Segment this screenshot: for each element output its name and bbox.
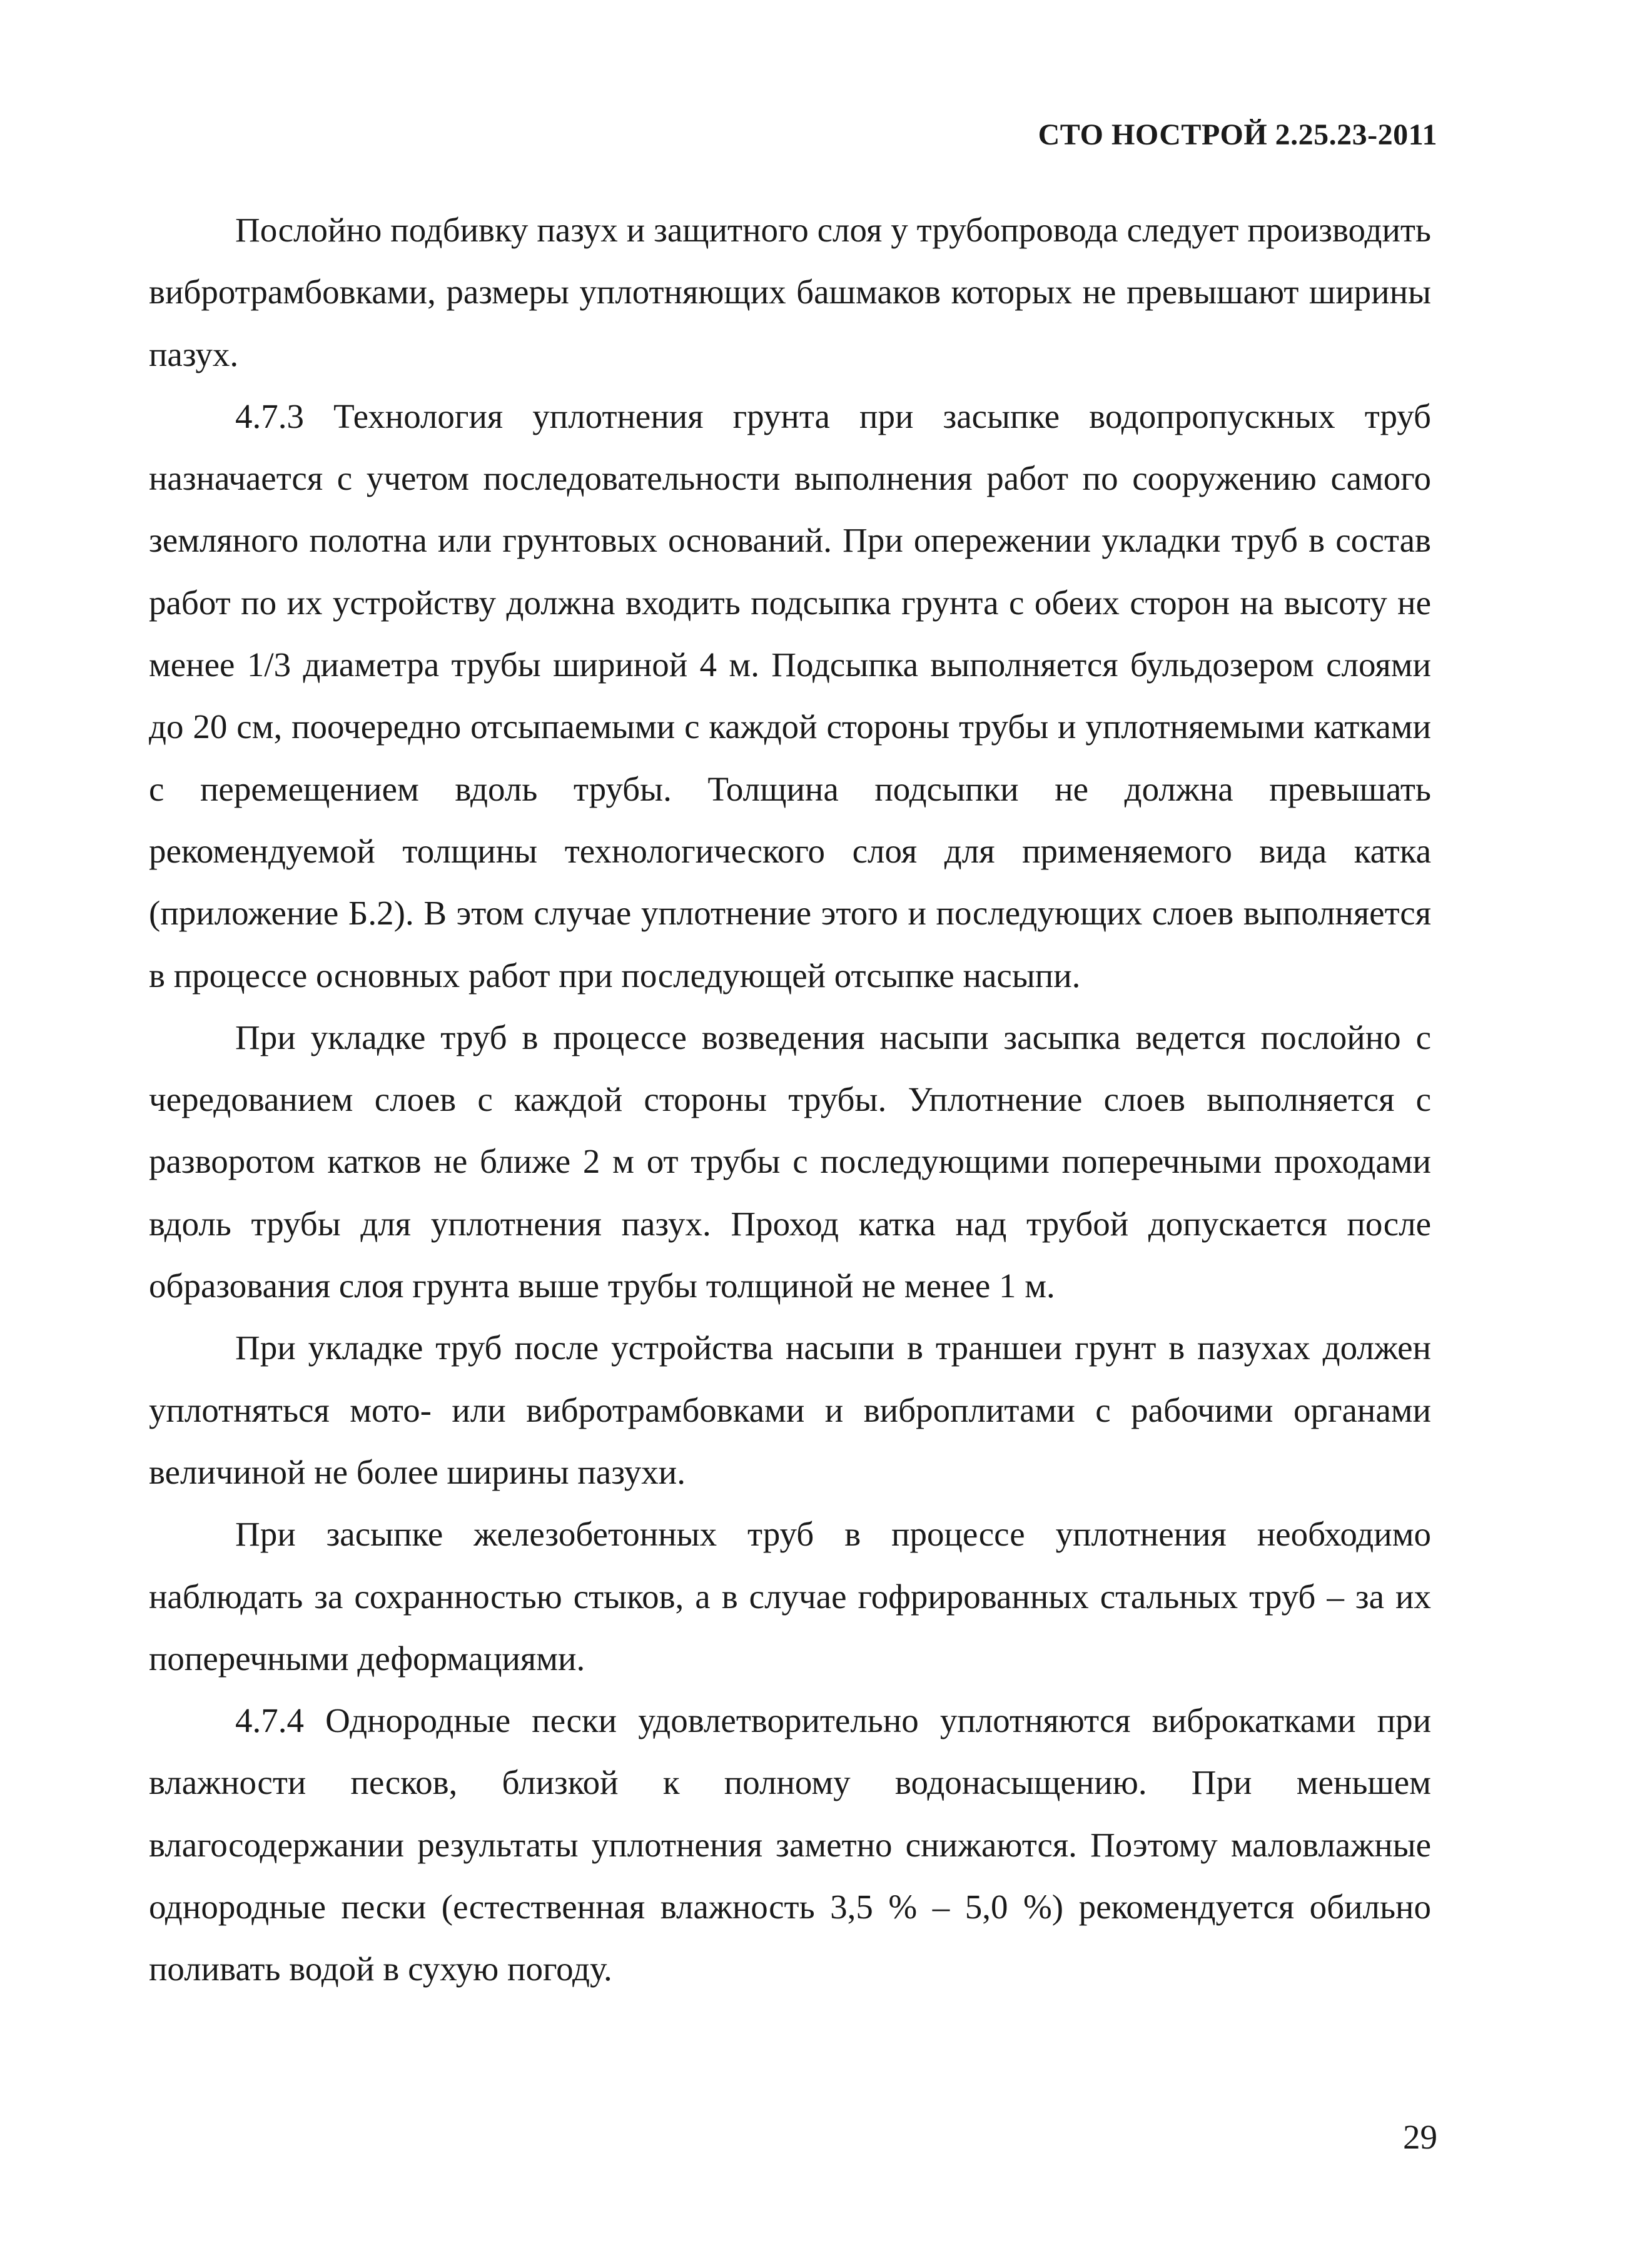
paragraph-concrete-pipes: При засыпке железобетонных труб в процессе уплотнения необходимо наблюдать за сохранностью стыков, а в случае гофрированных стальных труб – за их поперечными деформациями.	[149, 1515, 1431, 1678]
paragraph-trench-laying: При укладке труб после устройства насыпи в траншеи грунт в пазухах должен уплотняться мото- или вибротрамбовками и виброплитами с рабочими органами величиной не более ширины пазухи.	[149, 1329, 1431, 1491]
paragraph-tamping: Послойно подбивку пазух и защитного слоя у трубопровода следует производить вибротрамбовками, размеры уплотняющих башмаков которых не превышают ширины пазух.	[149, 211, 1431, 373]
body-text	[149, 199, 1431, 2000]
paragraph-4-7-3: 4.7.3 Технология уплотнения грунта при засыпке водопропускных труб назначается с учетом последовательности выполнения работ по сооружению самого земляного полотна или грунтовых оснований. При опережении укладки труб в состав работ по их устройству должна входить подсыпка грунта с обеих сторон на высоту не менее 1/3 диаметра трубы шириной 4 м. Подсыпка выполняется бульдозером слоями до 20 см, поочередно отсыпаемыми с каждой стороны трубы и уплотняемыми катками с перемещением вдоль трубы. Толщина подсыпки не должна превышать рекомендуемой толщины технологического слоя для применяемого вида катка (приложение Б.2). В этом случае уплотнение этого и последующих слоев выполняется в процессе основных работ при последующей отсыпке насыпи.	[149, 397, 1431, 995]
paragraph-4-7-4: 4.7.4 Однородные пески удовлетворительно уплотняются виброкатками при влажности песков, близкой к полному водонасыщению. При меньшем влагосодержании результаты уплотнения заметно снижаются. Поэтому маловлажные однородные пески (естественная влажность 3,5 % – 5,0 %) рекомендуется обильно поливать водой в сухую погоду.	[149, 1701, 1431, 1988]
document-code-header: СТО НОСТРОЙ 2.25.23-2011	[1038, 118, 1437, 151]
paragraph-embankment-laying: При укладке труб в процессе возведения насыпи засыпка ведется послойно с чередованием слоев с каждой стороны трубы. Уплотнение слоев выполняется с разворотом катков не ближе 2 м от трубы с последующими поперечными проходами вдоль трубы для уплотнения пазух. Проход катка над трубой допускается после образования слоя грунта выше трубы толщиной не менее 1 м.	[149, 1018, 1431, 1305]
page-number: 29	[1403, 2118, 1437, 2156]
